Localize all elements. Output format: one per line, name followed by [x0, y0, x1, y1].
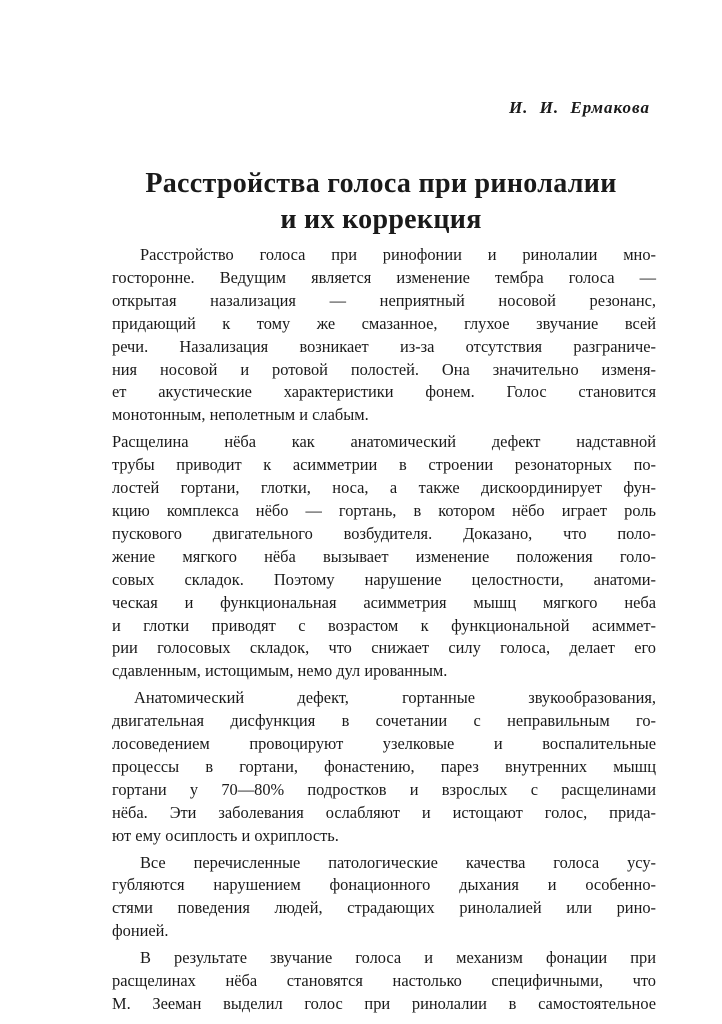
- text-line: кцию комплекса нёбо — гортань, в котором нёбо играет роль: [112, 500, 656, 520]
- text-line: лосоведением провоцируют узелковые и воспалительные: [112, 734, 656, 754]
- chapter-title: [100, 166, 662, 238]
- paragraph: [112, 244, 656, 427]
- text-line: ния носовой и ротовой полостей. Она значительно изменя-: [112, 359, 656, 379]
- text-line: нёба. Эти заболевания ослабляют и истощают голос, прида-: [112, 802, 656, 822]
- text-line: Расстройство голоса при ринофонии и ринолалии мно-: [140, 245, 656, 264]
- paragraph: [112, 852, 656, 944]
- text-line: совых складок. Поэтому нарушение целостности, анатоми-: [112, 569, 656, 589]
- text-line: стями поведения людей, страдающих ринолалией или рино-: [112, 898, 656, 918]
- text-line: открытая назализация — неприятный носовой резонанс,: [112, 290, 656, 310]
- text-line: ет акустические характеристики фонем. Голос становится: [112, 382, 656, 402]
- text-line: рии голосовых складок, что снижает силу голоса, делает его: [112, 638, 656, 658]
- text-line: двигательная дисфункция в сочетании с неправильным го-: [112, 711, 656, 731]
- chapter-title-line-1: Расстройства голоса при ринолалии: [145, 168, 617, 199]
- text-line: жение мягкого нёба вызывает изменение положения голо-: [112, 546, 656, 566]
- text-line: трубы приводит к асимметрии в строении резонаторных по-: [112, 455, 656, 475]
- chapter-title-line-2: и их коррекция: [280, 204, 482, 235]
- text-line: Все перечисленные патологические качества голоса усу-: [140, 852, 656, 872]
- text-line: Расщелина нёба как анатомический дефект надставной: [112, 432, 656, 452]
- body-text: [112, 244, 656, 1016]
- text-line: лостей гортани, глотки, носа, а также дискоординирует фун-: [112, 478, 656, 498]
- text-line: В результате звучание голоса и механизм фонации при: [140, 948, 656, 968]
- text-line: гортани у 70—80% подростков и взрослых с расщелинами: [112, 779, 656, 799]
- paragraph: [112, 947, 656, 1016]
- text-line: придающий к тому же смазанное, глухое звучание всей: [112, 313, 656, 333]
- text-line: речи. Назализация возникает из-за отсутствия разграниче-: [112, 336, 656, 356]
- paragraph: [112, 687, 656, 847]
- paragraph: [112, 431, 656, 683]
- text-line: М. Зееман выделил голос при ринолалии в самостоятельное: [112, 994, 656, 1013]
- text-line: гостороннe. Ведущим является изменение тембра голоса —: [112, 267, 656, 287]
- text-line: ческая и функциональная асимметрия мышц мягкого неба: [112, 592, 656, 612]
- text-line: фонией.: [112, 921, 169, 941]
- text-line: сдавленным, истощимым, немо дул ированным.: [112, 661, 448, 681]
- text-line: процессы в гортани, фонастению, парез внутренних мышц: [112, 756, 656, 776]
- text-line: губляются нарушением фонационного дыхания и особенно-: [112, 875, 656, 895]
- author-name: И. И. Ермакова: [508, 98, 650, 117]
- text-line: Анатомический дефект, гортанные звукообразования,: [134, 688, 656, 708]
- text-line: монотонным, неполетным и слабым.: [112, 405, 369, 425]
- text-line: пускового двигательного возбудителя. Доказано, что поло-: [112, 523, 656, 543]
- text-line: расщелинах нёба становятся настолько специфичными, что: [112, 971, 656, 991]
- text-line: ют ему осиплость и охриплость.: [112, 825, 339, 845]
- text-line: и глотки приводят с возрастом к функциональной асиммет-: [112, 615, 656, 635]
